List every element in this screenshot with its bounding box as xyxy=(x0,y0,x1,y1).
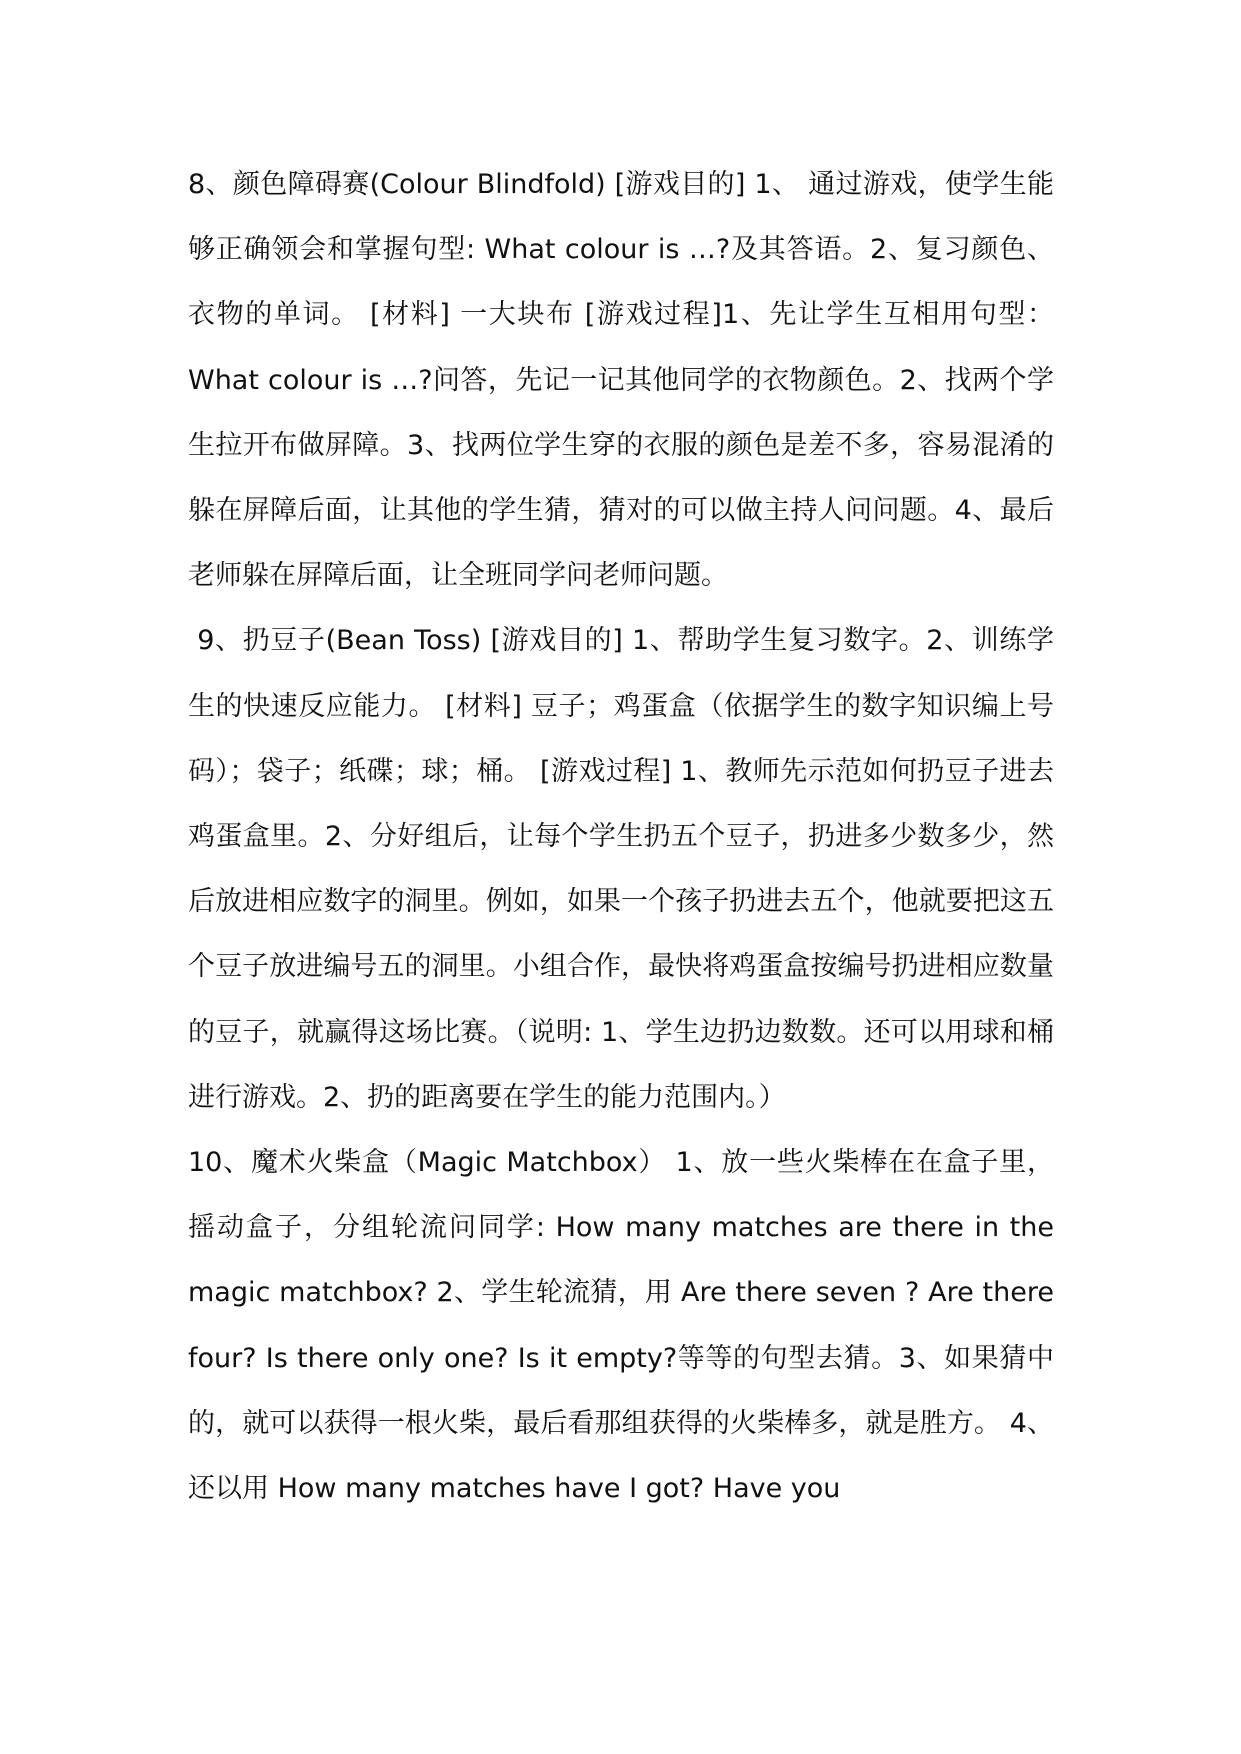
document-body xyxy=(188,152,1063,1521)
paragraph-colour-blindfold: 8、颜色障碍赛(Colour Blindfold) [游戏目的] 1、 通过游戏，使学生能够正确领会和掌握句型: What colour is …?及其答语。2、复习颜色、衣物的单词。 [材料] 一大块布 [游戏过程]1、先让学生互相用句型：What colour is …?问答，先记一记其他同学的衣物颜色。2、找两个学生拉开布做屏障。3、找两位学生穿的衣服的颜色是差不多，容易混淆的躲在屏障后面，让其他的学生猜，猜对的可以做主持人问问题。4、最后老师躲在屏障后面，让全班同学问老师问题。 xyxy=(188,169,1054,592)
paragraph-magic-matchbox: 10、魔术火柴盒（Magic Matchbox） 1、放一些火柴棒在在盒子里，摇动盒子，分组轮流问同学: How many matches are there in the magic matchbox? 2、学生轮流猜，用 Are there seven ? Are there four? Is there only one? Is it empty?等等的句型去猜。3、如果猜中的，就可以获得一根火柴，最后看那组获得的火柴棒多，就是胜方。 4、还以用 How many matches have I got? Have you xyxy=(188,1147,1063,1505)
paragraph-bean-toss: 9、扔豆子(Bean Toss) [游戏目的] 1、帮助学生复习数字。2、训练学生的快速反应能力。 [材料] 豆子；鸡蛋盒（依据学生的数字知识编上号码）；袋子；纸碟；球；桶。 [游戏过程] 1、教师先示范如何扔豆子进去鸡蛋盒里。2、分好组后，让每个学生扔五个豆子，扔进多少数多少，然后放进相应数字的洞里。例如，如果一个孩子扔进去五个，他就要把这五个豆子放进编号五的洞里。小组合作，最快将鸡蛋盒按编号扔进相应数量的豆子，就赢得这场比赛。（说明: 1、学生边扔边数数。还可以用球和桶进行游戏。2、扔的距离要在学生的能力范围内。） xyxy=(188,625,1054,1113)
